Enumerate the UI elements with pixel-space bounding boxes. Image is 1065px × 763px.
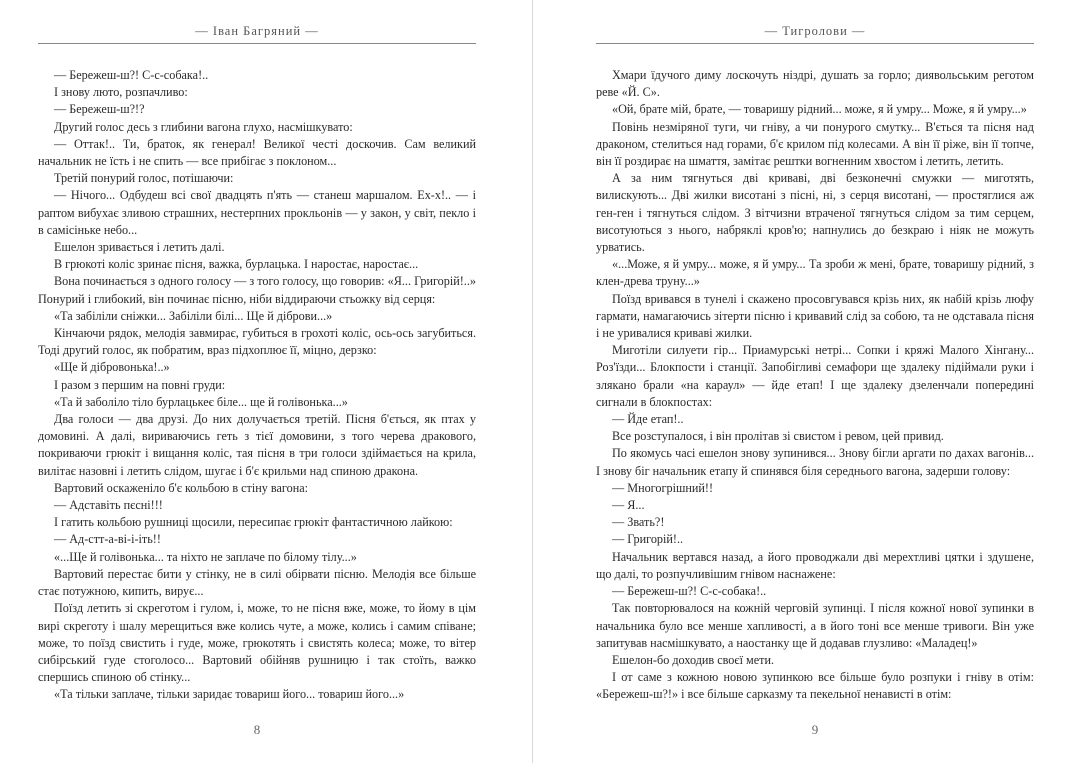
paragraph: Так повторювалося на кожній черговій зупинці. І після кожної нової зупинки в начальника було все менше хапливості, а в його тоні все менше тривоги. Він уже запитував насмішкувато, а наостанку ще й додавав глузливо: «Маладец!»: [596, 601, 1034, 650]
paragraph: «Та й заболіло тіло бурлацькеє біле... ще й голівонька...»: [54, 394, 348, 409]
paragraph: Вартовий оскаженіло б'є кольбою в стіну вагона:: [54, 480, 309, 495]
right-page: [533, 0, 1065, 763]
paragraph: — Ад-стт-а-ві-і-іть!!: [54, 532, 161, 547]
paragraph: Вона починається з одного голосу — з того голосу, що говорив: «Я... Григорій!..» Понурий і глибокий, він починає пісню, ніби віддираючи стьожку від серця:: [38, 274, 476, 306]
paragraph: Третій понурий голос, потішаючи:: [54, 171, 234, 186]
paragraph: А за ним тягнуться дві криваві, дві безконечні смужки — миготять, вилискують... Дві жилки висотані з пісні, ні, з серця висотані, — простяглися аж ген-ген і тягнуться слідом. З вітчизни втраченої тягнуться слідом за тим серцем, висотуються з нього, набряклі кров'ю; напнулись до безкраю і ніяк не можуть урватись.: [596, 171, 1034, 255]
paragraph: — Нічого... Одбудеш всі свої двадцять п'ять — станеш маршалом. Ех-х!.. — і раптом вибухає зливою страшних, нестерпних прокльонів — у закон, у світ, пекло і в самісіньке небо...: [38, 188, 476, 237]
paragraph: «Ще й дібровонька!..»: [54, 360, 170, 375]
header-rule: [596, 43, 1034, 44]
paragraph: І гатить кольбою рушниці щосили, пересипає грюкіт фантастичною лайкою:: [54, 515, 453, 530]
paragraph: — Звать?!: [612, 515, 665, 530]
paragraph: Кінчаючи рядок, мелодія завмирає, губиться в грохоті коліс, ось-ось загубиться. Тоді другий голос, як побратим, враз підхоплює її, міцно, дерзко:: [38, 326, 476, 358]
paragraph: — Йде етап!..: [612, 412, 684, 427]
paragraph: І знову люто, розпачливо:: [54, 85, 188, 100]
page-number: 9: [811, 722, 819, 737]
paragraph: — Бережеш-ш?!?: [54, 102, 145, 117]
paragraph: «Ой, брате мій, брате, — товаришу рідний... може, я й умру... Може, я й умру...»: [612, 102, 1027, 117]
paragraph: Поїзд летить зі скреготом і гулом, і, може, то не пісня вже, може, то йому в цім вирі скреготу і шалу мерещиться вже колись чуте, а може, колись і самим співане; може, то поїзд свистить і гуде, може, грюкотять і свистять колеса; може, то вітер сибірський гуде стоголосо... Вартовий обійняв рушницю і так стоїть, важко спершись спиною об стінку...: [38, 601, 476, 685]
running-header-author: — Іван Багряний —: [195, 24, 319, 38]
paragraph: — Многогрішний!!: [612, 480, 714, 495]
paragraph: Хмари їдучого диму лоскочуть ніздрі, душать за горло; диявольським реготом реве «Й. С».: [596, 68, 1034, 100]
page-body-text: [38, 67, 476, 704]
paragraph: По якомусь часі ешелон знову зупинився... Знову бігли аргати по дахах вагонів... І знову біг начальник етапу й спинявся біля середнього вагона, задерши голову:: [596, 446, 1034, 478]
paragraph: Ешелон зривається і летить далі.: [54, 240, 225, 255]
page-body-text: [596, 67, 1034, 704]
paragraph: Повінь незміряної туги, чи гніву, а чи понурого смутку... В'ється та пісня над драконом, стелиться над горами, б'є крилом під колесами. А він її ріже, він її топче, він її роздирає на шмаття, замітає рештки вогненним хвостом і летить, летить.: [596, 119, 1034, 169]
paragraph: Другий голос десь з глибини вагона глухо, насмішкувато:: [54, 119, 353, 134]
paragraph: — Адставіть пєсні!!!: [54, 498, 163, 513]
paragraph: «...Ще й голівонька... та ніхто не заплаче по білому тілу...»: [54, 549, 357, 564]
paragraph: Все розступалося, і він пролітав зі свистом і ревом, цей привид.: [612, 429, 944, 444]
paragraph: І от саме з кожною новою зупинкою все більше було розпуки і гніву в отім: «Бережеш-ш?!» і все більше сарказму та пекельної ненависті в отім:: [596, 670, 1034, 702]
paragraph: В грюкоті коліс зринає пісня, важка, бурлацька. І наростає, наростає...: [54, 257, 419, 272]
paragraph: — Григорій!..: [612, 532, 684, 547]
paragraph: Миготіли силуети гір... Приамурські нетрі... Сопки і кряжі Малого Хінгану... Роз'їзди... Блокпости і станції. Запобігливі семафори ще здалеку підіймали руки і злякано брали «на караул» — йде етап! І ще здалеку дзеленчали попередині сигнали в блокпостах:: [596, 343, 1034, 409]
paragraph: І разом з першим на повні груди:: [54, 377, 226, 392]
running-header-title: — Тигролови —: [764, 24, 866, 38]
paragraph: Начальник вертався назад, а його проводжали дві мерехтливі цятки і здушене, що далі, то розпучливішим гнівом наснажене:: [596, 549, 1034, 581]
paragraph: Два голоси — два друзі. До них долучається третій. Пісня б'ється, як птах у домовині. А далі, вириваючись геть з тієї домовини, з того черева дракового, покриваючи грюкіт і вищання коліс, тая пісня в три голоси здіймається на крила, вилітає назовні і летить слідом, шугає і б'є крильми над спиною дракона.: [38, 412, 476, 478]
paragraph: «Та тільки заплаче, тільки заридає товариш його... товариш його...»: [54, 687, 405, 702]
paragraph: «Та забіліли сніжки... Забіліли білі... Ще й діброви...»: [54, 308, 333, 323]
paragraph: «...Може, я й умру... може, я й умру... Та зроби ж мені, брате, товаришу рідний, з клен-древа труну...»: [596, 257, 1034, 289]
paragraph: Вартовий перестає бити у стінку, не в силі обірвати пісню. Мелодія все більше стає потужною, кипить, вирує...: [38, 566, 476, 599]
page-number: 8: [253, 722, 261, 737]
paragraph: — Бережеш-ш?! С-с-собака!..: [612, 584, 767, 599]
paragraph: — Бережеш-ш?! С-с-собака!..: [54, 68, 209, 82]
paragraph: — Я...: [612, 498, 645, 513]
paragraph: — Оттак!.. Ти, браток, як генерал! Великої честі доскочив. Сам великий начальник не їсть і не спить — все прибігає з поклоном...: [38, 136, 476, 169]
paragraph: Поїзд вривався в тунелі і скажено просовгувався крізь них, як набій крізь люфу гармати, намагаючись зітерти пісню і кривавий слід за собою, та не одставала пісня і не уривалися криваві жилки.: [596, 291, 1034, 341]
left-page: [0, 0, 532, 763]
paragraph: Ешелон-бо доходив своєї мети.: [612, 652, 775, 667]
header-rule: [38, 43, 476, 44]
